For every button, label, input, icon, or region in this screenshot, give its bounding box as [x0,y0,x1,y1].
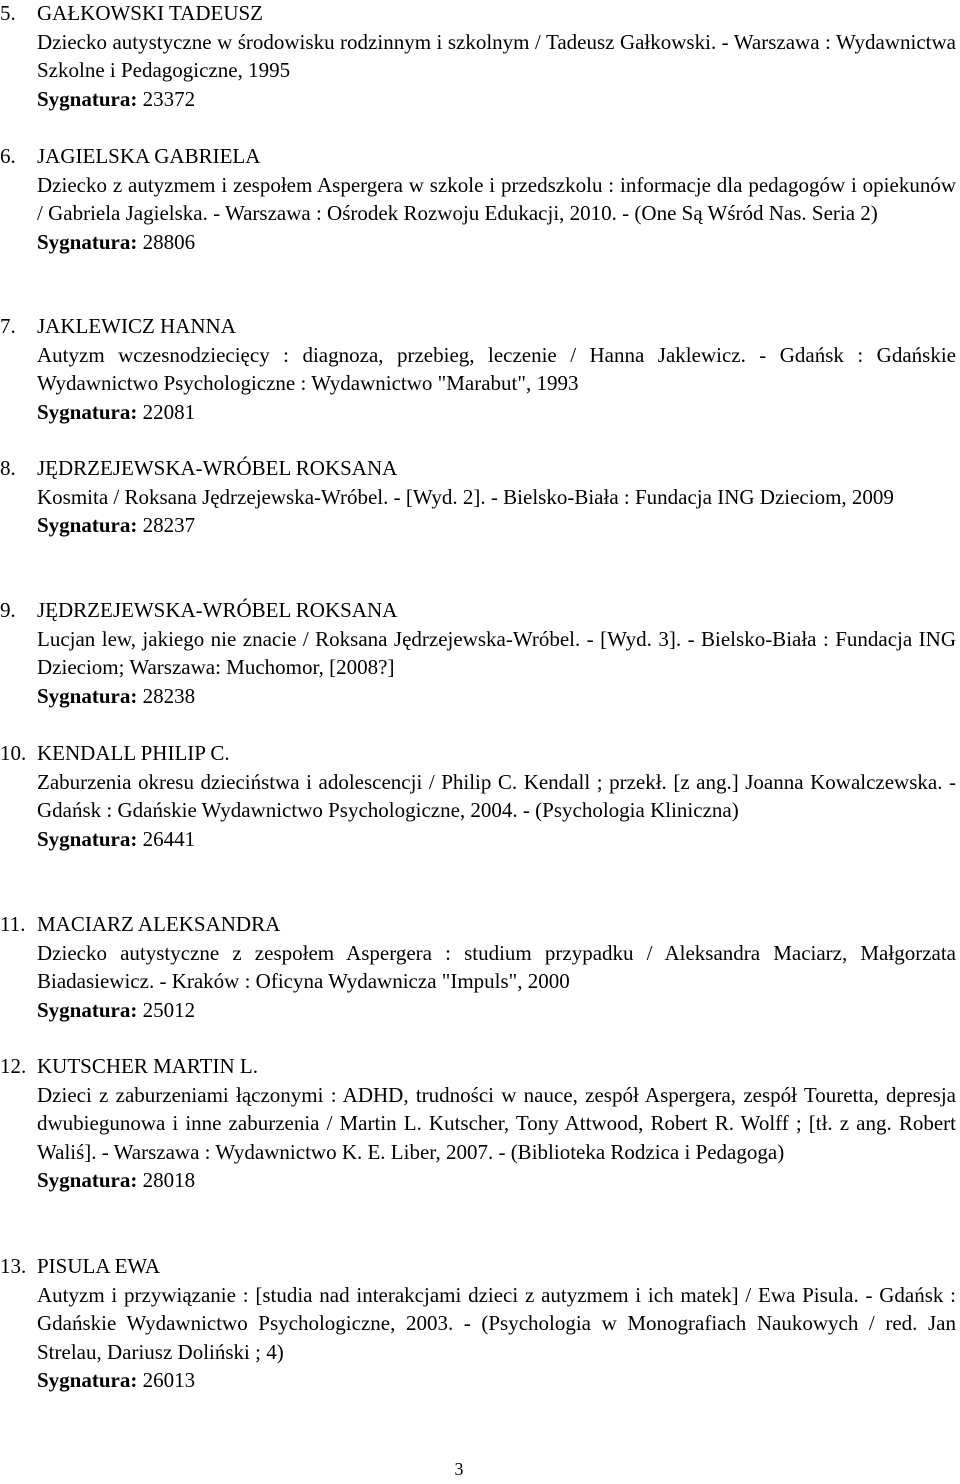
signature-value: 23372 [142,86,196,111]
bibliography-entry-11 [0,910,956,1024]
signature-value: 25012 [142,997,196,1022]
entry-signature [37,1366,956,1395]
entry-heading [0,739,956,768]
page-number: 3 [454,1459,464,1479]
bibliography-entry-8 [0,454,956,540]
entry-author: KUTSCHER MARTIN L. [37,1054,258,1078]
signature-label: Sygnatura: [37,1168,138,1192]
entry-author: PISULA EWA [37,1254,161,1278]
entry-number: 13. [0,1254,27,1278]
entry-description: Lucjan lew, jakiego nie znacie / Roksana Jędrzejewska-Wróbel. - [Wyd. 3]. - Bielsko-Biała : Fundacja ING Dzieciom; Warszawa: Muchomor, [2008?] [37,626,956,679]
bibliography-entry-10 [0,739,956,853]
entry-signature [37,996,956,1025]
entry-number: 5. [0,1,16,25]
signature-value: 28237 [142,513,196,537]
bibliography-entry-12 [0,1052,956,1195]
entry-heading [0,910,956,939]
bibliography-entry-6 [0,142,956,256]
bibliography-entry-5 [0,0,956,113]
signature-label: Sygnatura: [37,826,138,851]
entry-signature [37,682,956,711]
signature-label: Sygnatura: [37,513,138,537]
entry-signature [37,228,956,257]
entry-description: Dzieci z zaburzeniami łączonymi : ADHD, trudności w nauce, zespół Aspergera, zespół Touretta, depresja dwubiegunowa i inne zaburzenia / Martin L. Kutscher, Tony Attwood, Robert R. Wolff ; [tł. z ang. Robert Waliś]. - Warszawa : Wydawnictwo K. E. Liber, 2007. - (Biblioteka Rodzica i Pedagoga) [37,1082,956,1164]
entry-heading [0,596,956,625]
entry-signature [37,1166,956,1195]
signature-value: 26441 [142,826,196,851]
signature-label: Sygnatura: [37,86,138,111]
entry-heading [0,0,956,28]
entry-heading [0,1052,956,1081]
signature-value: 28018 [142,1168,196,1192]
entry-number: 7. [0,314,16,338]
entry-description: Autyzm wczesnodziecięcy : diagnoza, przebieg, leczenie / Hanna Jaklewicz. - Gdańsk : Gdańskie Wydawnictwo Psychologiczne : Wydawnictwo "Marabut", 1993 [37,342,956,395]
bibliography-entry-9 [0,596,956,710]
signature-label: Sygnatura: [37,399,138,424]
entry-number: 9. [0,598,16,622]
entry-author: MACIARZ ALEKSANDRA [37,912,281,936]
signature-value: 22081 [142,399,196,424]
signature-label: Sygnatura: [37,997,138,1022]
entry-author: KENDALL PHILIP C. [37,741,230,765]
entry-signature [37,511,956,540]
entry-signature [37,825,956,854]
entry-number: 6. [0,144,16,168]
entry-signature [37,398,956,427]
entry-heading [0,142,956,171]
entry-description: Kosmita / Roksana Jędrzejewska-Wróbel. - [Wyd. 2]. - Bielsko-Biała : Fundacja ING Dzieciom, 2009 [37,484,894,509]
entry-number: 8. [0,456,16,480]
entry-number: 11. [0,912,26,936]
bibliography-entry-13 [0,1252,956,1395]
signature-label: Sygnatura: [37,229,138,254]
signature-value: 28806 [142,229,196,254]
entry-description: Dziecko autystyczne z zespołem Aspergera : studium przypadku / Aleksandra Maciarz, Małgorzata Biadasiewicz. - Kraków : Oficyna Wydawnicza "Impuls", 2000 [37,940,956,993]
entry-description: Dziecko autystyczne w środowisku rodzinnym i szkolnym / Tadeusz Gałkowski. - Warszawa : Wydawnictwa Szkolne i Pedagogiczne, 1995 [37,29,956,82]
signature-value: 28238 [142,683,196,708]
entry-author: JAGIELSKA GABRIELA [37,144,261,168]
entry-author: JĘDRZEJEWSKA-WRÓBEL ROKSANA [37,456,398,480]
signature-label: Sygnatura: [37,1368,138,1392]
entry-description: Zaburzenia okresu dzieciństwa i adolescencji / Philip C. Kendall ; przekł. [z ang.] Joanna Kowalczewska. - Gdańsk : Gdańskie Wydawnictwo Psychologiczne, 2004. - (Psychologia Kliniczna) [37,769,956,822]
entry-description: Dziecko z autyzmem i zespołem Aspergera w szkole i przedszkolu : informacje dla pedagogów i opiekunów / Gabriela Jagielska. - Warszawa : Ośrodek Rozwoju Edukacji, 2010. - (One Są Wśród Nas. Seria 2) [37,172,956,225]
bibliography-entry-7 [0,312,956,426]
entry-heading [0,1252,956,1281]
entry-number: 12. [0,1054,27,1078]
entry-signature [37,85,956,114]
entry-heading [0,454,956,483]
entry-number: 10. [0,741,27,765]
signature-value: 26013 [142,1368,196,1392]
entry-author: GAŁKOWSKI TADEUSZ [37,1,263,25]
entry-author: JAKLEWICZ HANNA [37,314,236,338]
entry-author: JĘDRZEJEWSKA-WRÓBEL ROKSANA [37,598,398,622]
entry-heading [0,312,956,341]
signature-label: Sygnatura: [37,683,138,708]
entry-description: Autyzm i przywiązanie : [studia nad interakcjami dzieci z autyzmem i ich matek] / Ewa Pisula. - Gdańsk : Gdańskie Wydawnictwo Psychologiczne, 2003. - (Psychologia w Monografiach Naukowych / red. Jan Strelau, Dariusz Doliński ; 4) [37,1282,956,1364]
